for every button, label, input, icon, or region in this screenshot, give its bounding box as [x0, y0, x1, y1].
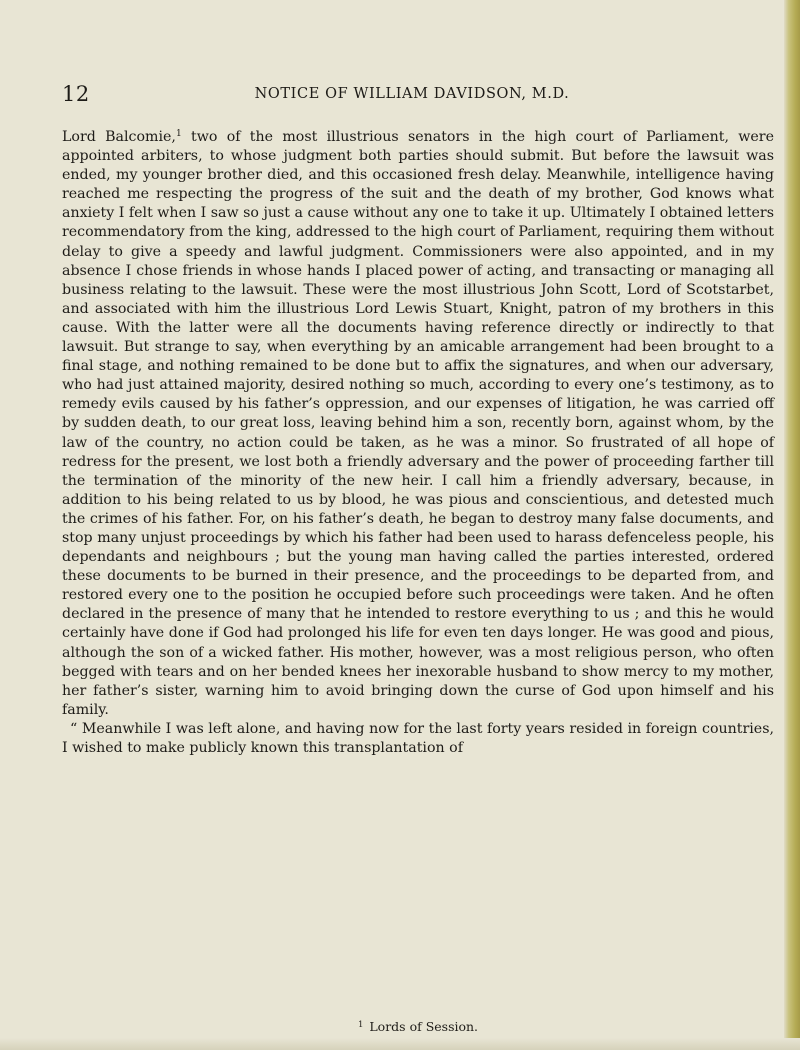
running-title: NOTICE OF WILLIAM DAVIDSON, M.D.: [254, 86, 570, 102]
page-header: [62, 82, 762, 108]
page-bottom-shadow: [0, 1038, 800, 1050]
paragraph: [62, 128, 774, 720]
page-edge: [784, 0, 800, 1050]
paragraph: “ Meanwhile I was left alone, and having now for the last forty years resided in foreign countries, I wished to make publicly known this transplantation of: [62, 720, 774, 756]
body-text: [62, 128, 774, 758]
footnote: [62, 1018, 774, 1034]
footnote-mark: 1: [357, 1020, 364, 1030]
page-number: 12: [62, 82, 90, 106]
paragraph-text: Lord Balcomie,: [62, 129, 176, 145]
paragraph-text: two of the most illustrious senators in the high court of Parliament, were appointed arbiters, to whose judgment both parties should submit. But before the lawsuit was ended, my younger brother died, and this occasioned fresh delay. Meanwhile, intelligence having reached me respecting the progress of the suit and the death of my brother, God knows what anxiety I felt when I saw so just a cause without any one to take it up. Ultimately I obtained letters recommendatory from the king, addressed to the high court of Parliament, requiring them without delay to give a speedy and lawful judgment. Commissioners were also appointed, and in my absence I chose friends in whose hands I placed power of acting, and transacting or managing all business relating to the lawsuit. These were the most illustrious John Scott, Lord of Scotstarbet, and associated with him the illustrious Lord Lewis Stuart, Knight, patron of my brothers in this cause. With the latter were all the documents having reference directly or indirectly to that lawsuit. But strange to say, when everything by an amicable arrangement had been brought to a final stage, and nothing remained to be done but to affix the signatures, and when our adversary, who had just attained majority, desired nothing so much, according to every one’s testimony, as to remedy evils caused by his father’s oppression, and our expenses of litigation, he was carried off by sudden death, to our great loss, leaving behind him a son, recently born, against whom, by the law of the country, no action could be taken, as he was a minor. So frustrated of all hope of redress for the present, we lost both a friendly adversary and the power of proceeding farther till the termination of the minority of the new heir. I call him a friendly adversary, because, in addition to his being related to us by blood, he was pious and conscientious, and detested much the crimes of his father. For, on his father’s death, he began to destroy many false documents, and stop many unjust proceedings by which his father had been used to harass defenceless people, his dependants and neighbours ; but the young man having called the parties interested, ordered these documents to be burned in their presence, and the proceedings to be departed from, and restored every one to the position he occupied before such proceedings were taken. And he often declared in the presence of many that he intended to restore everything to us ; and this he would certainly have done if God had prolonged his life for even ten days longer. He was good and pious, although the son of a wicked father. His mother, however, was a most religious person, who often begged with tears and on her bended knees her inexorable husband to show mercy to my mother, her father’s sister, warning him to avoid bringing down the curse of God upon himself and his family.: [62, 129, 774, 718]
footnote-reference: 1: [175, 129, 182, 139]
footnote-text: Lords of Session.: [369, 1019, 479, 1034]
